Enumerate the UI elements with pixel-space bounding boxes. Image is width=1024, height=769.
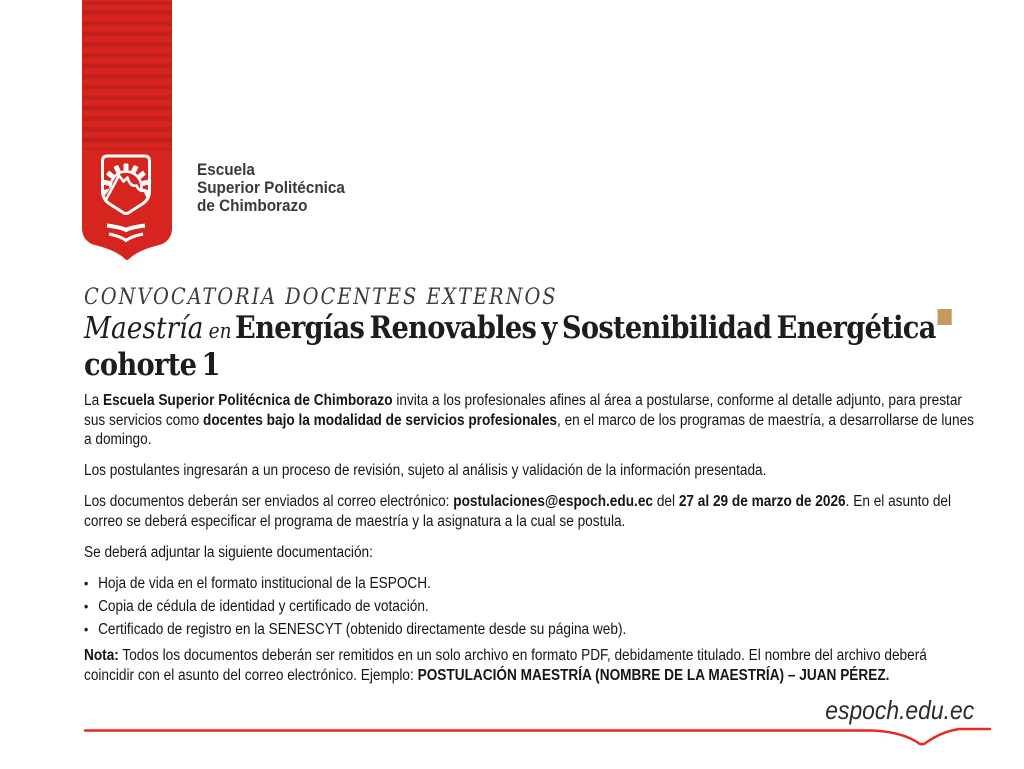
- submission-paragraph: [84, 492, 975, 531]
- org-name-line2: Superior Politécnica: [197, 178, 345, 197]
- org-name-line3: de Chimborazo: [197, 196, 308, 215]
- text-run: . En el asunto del correo se deberá especificar el programa de maestría y la asignatura a la cual se postula.: [84, 493, 952, 530]
- documents-intro: Se deberá adjuntar la siguiente documentación:: [84, 544, 373, 561]
- email-text: postulaciones@espoch.edu.ec: [453, 493, 654, 510]
- review-paragraph: Los postulantes ingresarán a un proceso de revisión, sujeto al análisis y validación de la información presentada.: [84, 461, 767, 479]
- text-run: Todos los documentos deberán ser remitidos en un solo archivo en formato PDF, debidamente titulado. El nombre del archivo deberá coincidir con el asunto del correo electrónico. Ejemplo:: [84, 647, 927, 684]
- bullet-icon: •: [84, 597, 89, 614]
- bullet-icon: •: [84, 620, 89, 637]
- modality-bold: docentes bajo la modalidad de servicios profesionales: [203, 411, 558, 429]
- title-accent-square: [937, 309, 951, 325]
- footer-url: espoch.edu.ec: [825, 695, 974, 725]
- title-prefix: Maestría: [84, 311, 204, 346]
- list-item: [84, 597, 975, 617]
- note-paragraph: [84, 646, 975, 685]
- note-example-bold: POSTULACIÓN MAESTRÍA (NOMBRE DE LA MAESTRÍA) – JUAN PÉREZ.: [417, 666, 890, 684]
- list-item-text: Hoja de vida en el formato institucional de la ESPOCH.: [98, 574, 431, 592]
- list-item: [84, 620, 975, 640]
- document-list: [84, 574, 975, 640]
- list-item-text: Certificado de registro en la SENESCYT (obtenido directamente desde su página web).: [98, 620, 627, 638]
- intro-paragraph: [84, 391, 975, 450]
- kicker-heading: CONVOCATORIA DOCENTES EXTERNOS: [84, 285, 558, 310]
- text-run: La: [84, 392, 103, 409]
- program-title: [84, 312, 975, 350]
- org-name-bold: Escuela Superior Politécnica de Chimborazo: [102, 392, 393, 409]
- list-item-text: Copia de cédula de identidad y certificado de votación.: [98, 597, 429, 615]
- text-run: , en el marco de los programas de maestría, a desarrollarse de lunes a domingo.: [84, 411, 975, 448]
- title-connector: en: [208, 319, 232, 343]
- dates-text: 27 al 29 de marzo de 2026: [678, 493, 846, 510]
- org-name-line1: Escuela: [197, 160, 255, 179]
- title-main: Energías Renovables y Sostenibilidad Energética: [235, 310, 936, 346]
- footer-swoosh-line: [84, 719, 992, 753]
- program-title-line2: cohorte 1: [84, 347, 220, 383]
- note-label: Nota:: [84, 647, 119, 664]
- bullet-icon: •: [84, 574, 89, 591]
- list-item: [84, 574, 975, 594]
- content-column: [84, 0, 975, 685]
- text-run: del: [653, 493, 679, 510]
- text-run: invita a los profesionales afines al área a postularse, conforme al detalle adjunto, para prestar sus servicios como: [84, 392, 962, 429]
- text-run: Los documentos deberán ser enviados al correo electrónico:: [84, 493, 454, 510]
